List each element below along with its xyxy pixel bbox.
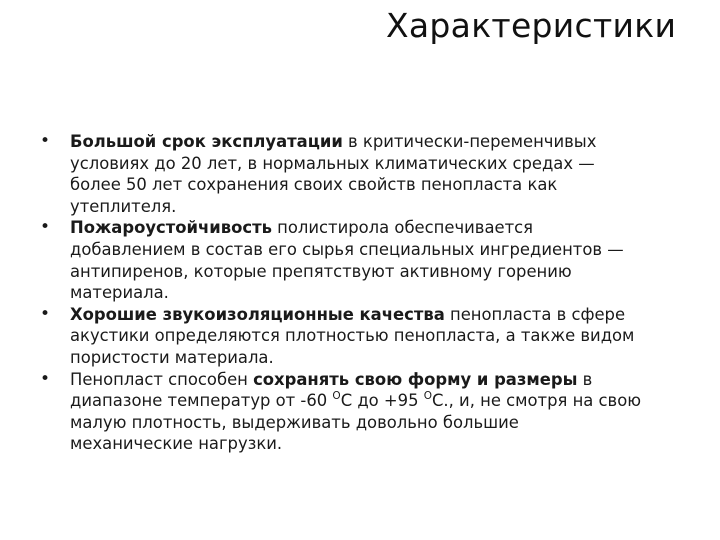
bullet-text: в [577,369,593,389]
bullet-line [70,390,700,412]
bold-term: Большой срок эксплуатации [70,132,343,151]
bullet-list [40,131,700,455]
degree-superscript: О [423,389,432,402]
bullet-line [70,131,700,153]
bullet-item-sound-insulation [40,304,700,369]
bullet-line: материала. [70,283,169,303]
bullet-item-shape-retention [40,369,700,455]
bullet-dot-icon: • [40,217,51,238]
bullet-text: диапазоне температур от -60 [70,391,333,411]
bullet-line: акустики определяются плотностью пенопласта, а также видом [70,326,635,346]
bullet-dot-icon: • [40,131,51,151]
bold-term: Пожароустойчивость [70,218,272,238]
bullet-item-lifespan [40,131,700,217]
bullet-text: С до +95 [340,391,424,411]
bold-term: Хорошие звукоизоляционные качества [70,304,445,324]
bullet-line: механические нагрузки. [70,434,283,454]
bullet-line [70,217,700,239]
bullet-text: пенопласта в сфере [444,304,626,324]
bullet-line: добавлением в состав его сырья специальных ингредиентов — [70,239,624,259]
bullet-text: Пенопласт способен [70,369,254,389]
bullet-item-fire-resistance [40,217,700,303]
bullet-line [70,304,700,326]
slide-title: Характеристики [386,6,677,45]
bullet-dot-icon: • [40,303,51,324]
bullet-text: С., и, не смотря на свою [431,391,642,411]
bullet-line: условиях до 20 лет, в нормальных климатических средах — [70,153,595,173]
degree-superscript: О [332,389,341,402]
bullet-dot-icon: • [40,368,51,389]
bullet-text: полистирола обеспечивается [271,218,533,238]
bullet-line: утеплителя. [70,196,177,216]
bullet-line [70,369,700,391]
bullet-line: малую плотность, выдерживать довольно большие [70,412,519,432]
bold-term: сохранять свою форму и размеры [253,369,578,389]
bullet-line: более 50 лет сохранения своих свойств пенопласта как [70,175,558,195]
bullet-text: в критически-переменчивых [342,132,597,151]
bullet-line: антипиренов, которые препятствуют активному горению [70,261,572,281]
bullet-line: пористости материала. [70,347,274,367]
